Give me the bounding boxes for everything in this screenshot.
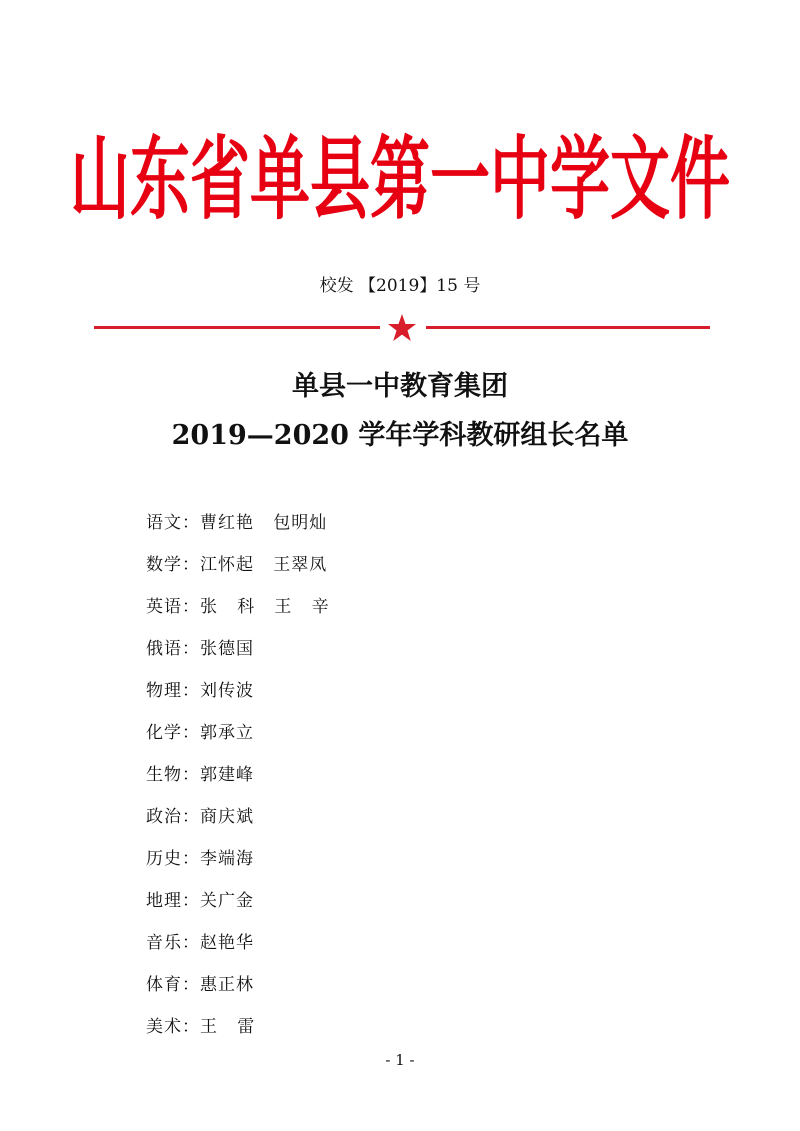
roster-item bbox=[146, 592, 330, 634]
roster-item bbox=[146, 676, 330, 718]
roster-item bbox=[146, 508, 330, 550]
roster-item bbox=[146, 550, 330, 592]
roster-item bbox=[146, 1012, 330, 1054]
leader-names: 惠正林 bbox=[200, 975, 254, 995]
star-icon bbox=[387, 313, 417, 343]
roster-item bbox=[146, 802, 330, 844]
divider-line-right bbox=[426, 326, 710, 329]
roster-item bbox=[146, 970, 330, 1012]
leader-names: 张德国 bbox=[200, 639, 254, 659]
subject-label: 美术： bbox=[146, 1017, 200, 1037]
document-number: 校发 【2019】15 号 bbox=[319, 276, 481, 296]
subject-label: 数学： bbox=[146, 555, 200, 575]
divider-line-left bbox=[94, 326, 380, 329]
leader-names: 关广金 bbox=[200, 891, 254, 911]
document-title-line-1: 单县一中教育集团 bbox=[292, 371, 508, 402]
subject-label: 体育： bbox=[146, 975, 200, 995]
roster-item bbox=[146, 886, 330, 928]
roster-item bbox=[146, 928, 330, 970]
subject-label: 英语： bbox=[146, 597, 200, 617]
leader-names: 赵艳华 bbox=[200, 933, 254, 953]
subject-label: 语文： bbox=[146, 513, 200, 533]
leader-names: 王 雷 bbox=[200, 1017, 256, 1037]
page-number: - 1 - bbox=[385, 1051, 415, 1069]
subject-label: 音乐： bbox=[146, 933, 200, 953]
subject-label: 物理： bbox=[146, 681, 200, 701]
roster-item bbox=[146, 718, 330, 760]
leader-names: 郭建峰 bbox=[200, 765, 254, 785]
subject-label: 历史： bbox=[146, 849, 200, 869]
leader-roster bbox=[146, 508, 330, 1054]
subject-label: 政治： bbox=[146, 807, 200, 827]
leader-names: 张 科 王 辛 bbox=[200, 597, 330, 617]
leader-names: 郭承立 bbox=[200, 723, 254, 743]
masthead-text: 山东省单县第一中学文件 bbox=[70, 127, 730, 233]
roster-item bbox=[146, 844, 330, 886]
document-title-line-2: 2019—2020 学年学科教研组长名单 bbox=[171, 420, 629, 451]
subject-label: 化学： bbox=[146, 723, 200, 743]
document-masthead bbox=[0, 127, 800, 233]
leader-names: 商庆斌 bbox=[200, 807, 254, 827]
roster-item bbox=[146, 634, 330, 676]
subject-label: 生物： bbox=[146, 765, 200, 785]
leader-names: 李端海 bbox=[200, 849, 254, 869]
leader-names: 江怀起 王翠凤 bbox=[200, 555, 328, 575]
subject-label: 俄语： bbox=[146, 639, 200, 659]
leader-names: 刘传波 bbox=[200, 681, 254, 701]
roster-item bbox=[146, 760, 330, 802]
leader-names: 曹红艳 包明灿 bbox=[200, 513, 328, 533]
subject-label: 地理： bbox=[146, 891, 200, 911]
